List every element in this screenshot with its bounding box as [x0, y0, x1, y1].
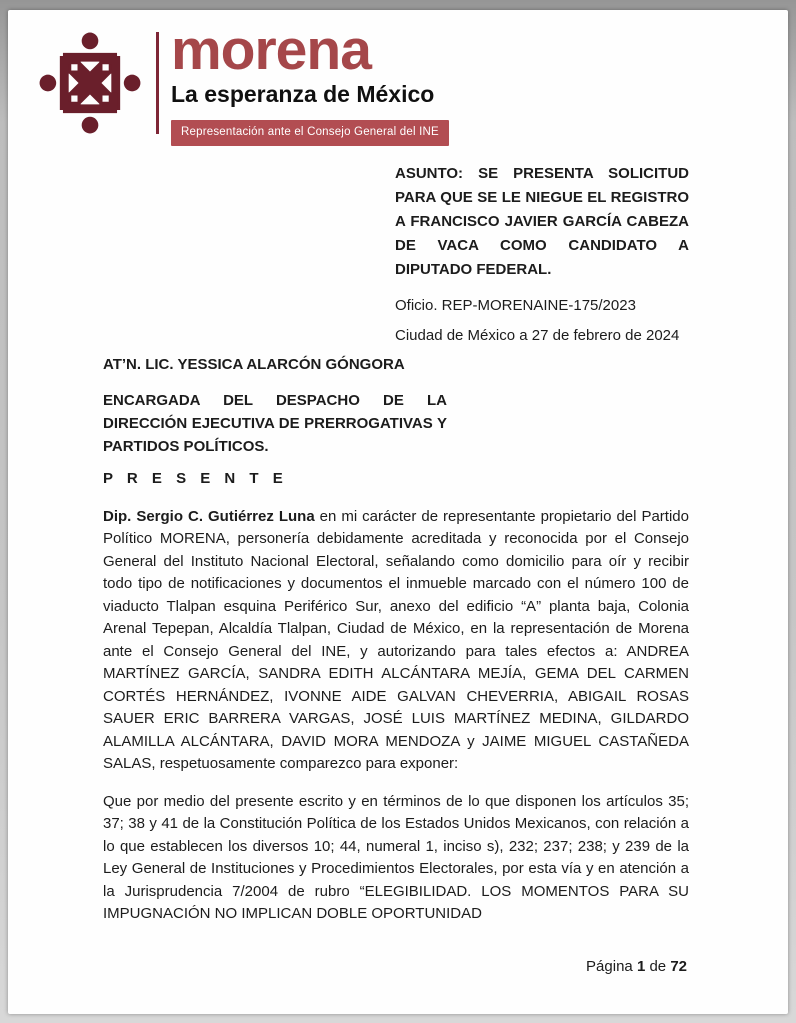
morena-logo-icon — [38, 30, 142, 136]
page-total: 72 — [670, 957, 687, 975]
logo-divider — [156, 32, 159, 134]
brand-wordmark: morena — [171, 18, 371, 82]
letterhead — [38, 18, 788, 146]
body-paragraph-1 — [103, 506, 689, 776]
page-label: Página — [586, 957, 633, 975]
body-paragraph-2: Que por medio del presente escrito y en términos de lo que disponen los artículos 35; 37; 38 y 41 de la Constitución Política de los Estados Unidos Mexicanos, con relación a lo que establecen los diversos 10; 44, numeral 1, inciso s), 232; 237; 238; y 239 de la Ley General de Instituciones y Procedimientos Electorales, por esta vía y en atención a la Jurisprudencia 7/2004 de rubro “ELEGIBILIDAD. LOS MOMENTOS PARA SU IMPUGNACIÓN NO IMPLICAN DOBLE OPORTUNIDAD — [103, 792, 689, 923]
date-line: Ciudad de México a 27 de febrero de 2024 — [395, 326, 680, 344]
attn-line: AT’N. LIC. YESSICA ALARCÓN GÓNGORA — [103, 356, 405, 374]
body-paragraph-1-text: en mi carácter de representante propietario del Partido Político MORENA, personería debidamente acreditada y reconocida por el Consejo General del Instituto Nacional Electoral, señalando como domicilio para oír y recibir todo tipo de notificaciones y documentos el inmueble marcado con el número 100 de viaducto Tlalpan esquina Periférico Sur, anexo del edificio “A” planta baja, Colonia Arenal Tepepan, Alcaldía Tlalpan, Ciudad de México, en la representación de Morena ante el Consejo General del INE, y autorizando para tales efectos a: ANDREA MARTÍNEZ GARCÍA, SANDRA EDITH ALCÁNTARA MEJÍA, GEMA DEL CARMEN CORTÉS HERNÁNDEZ, IVONNE AIDE GALVAN CHEVERRIA, ABIGAIL ROSAS SAUER ERIC BARRERA VARGAS, JOSÉ LUIS MARTÍNEZ MEDINA, GILDARDO ALAMILLA ALCÁNTARA, DAVID MORA MENDOZA y JAIME MIGUEL CASTAÑEDA SALAS, respetuosamente comparezco para exponer: — [103, 507, 689, 773]
addressee-title: ENCARGADA DEL DESPACHO DE LA DIRECCIÓN EJECUTIVA DE PRERROGATIVAS Y PARTIDOS POLÍTICOS. — [103, 391, 447, 456]
presente-line: P R E S E N T E — [103, 470, 284, 488]
page-footer — [586, 956, 687, 979]
representation-banner: Representación ante el Consejo General del INE — [171, 120, 449, 146]
subject-column — [395, 162, 689, 347]
document-page — [8, 10, 788, 1014]
page-number: 1 — [636, 957, 646, 975]
oficio-number: Oficio. REP-MORENAINE-175/2023 — [395, 297, 636, 315]
signer-name: Dip. Sergio C. Gutiérrez Luna — [103, 507, 315, 525]
brand-tagline: La esperanza de México — [171, 81, 435, 108]
brand-block — [171, 18, 449, 146]
addressee-block — [103, 354, 689, 491]
subject-line: ASUNTO: SE PRESENTA SOLICITUD PARA QUE SE LE NIEGUE EL REGISTRO A FRANCISCO JAVIER GARCÍA CABEZA DE VACA COMO CANDIDATO A DIPUTADO FEDERAL. — [395, 165, 689, 279]
page-of-label: de — [649, 957, 667, 975]
